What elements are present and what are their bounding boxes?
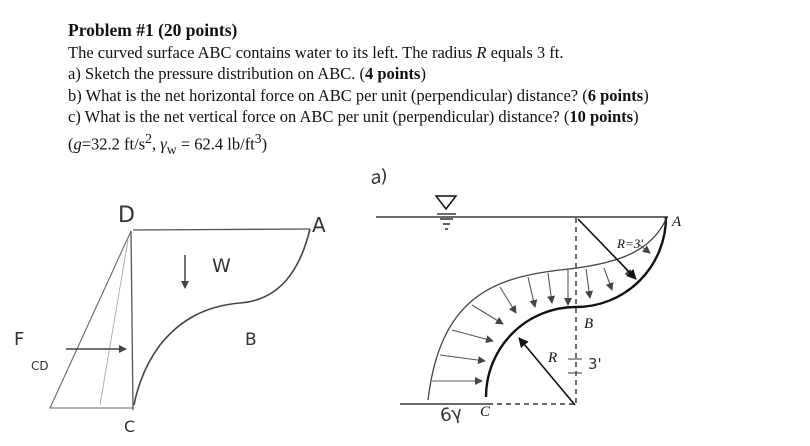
gamma-value: = 62.4 lb/ft xyxy=(176,134,255,153)
hand-part-label: a) xyxy=(368,165,391,190)
hand-pressure-triangle xyxy=(50,231,133,408)
hand-vertical-line xyxy=(131,231,133,410)
description-post: equals 3 ft. xyxy=(486,42,564,62)
hand-label-b: B xyxy=(245,330,257,350)
hand-label-d: D xyxy=(118,203,135,228)
g-value: =32.2 ft/s xyxy=(81,134,146,153)
part-b: b) What is the net horizontal force on ABC per unit (perpendicular) distance? (6 points) xyxy=(68,85,649,105)
radius-arrow-lower xyxy=(519,338,575,405)
figure-gamma-label: 6γ xyxy=(438,402,464,427)
printed-figure xyxy=(376,196,682,427)
part-b-text: b) What is the net horizontal force on ABC per unit (perpendicular) distance? ( xyxy=(68,85,588,105)
hand-weight-label: W xyxy=(212,255,231,277)
figure-label-b: B xyxy=(584,316,594,332)
hand-surface-line xyxy=(133,229,310,230)
handwritten-sketch xyxy=(14,165,390,436)
part-a-text: a) Sketch the pressure distribution on ABC. ( xyxy=(68,64,365,83)
part-a: a) Sketch the pressure distribution on ABC. (4 points) xyxy=(68,64,426,83)
hand-label-c: C xyxy=(124,417,136,436)
figure-radius-bottom: R xyxy=(548,350,558,366)
part-b-points: 6 points xyxy=(587,85,644,105)
hand-force-label-f: F xyxy=(14,329,25,350)
part-a-points: 4 points xyxy=(364,64,421,83)
part-c-points: 10 points xyxy=(569,107,634,126)
gamma-subscript: w xyxy=(166,141,177,157)
part-c-text: c) What is the net vertical force on ABC per unit (perpendicular) distance? ( xyxy=(68,107,570,126)
figure-label-c: C xyxy=(480,404,491,420)
description-pre: The curved surface ABC contains water to its left. The radius xyxy=(68,42,477,62)
hand-faint-line xyxy=(100,240,128,405)
g-symbol: g xyxy=(73,134,82,153)
figure-label-a: A xyxy=(672,214,682,230)
radius-variable: R xyxy=(476,42,487,62)
figure-radius-top: R=3' xyxy=(617,236,643,251)
hand-force-label-cd: CD xyxy=(31,359,49,373)
hand-label-a: A xyxy=(312,213,326,237)
water-level-symbol xyxy=(436,196,456,209)
constants-line: (g=32.2 $ft/s^2$, $\gamma_w = 62.4$ $lb/ft^3$) xyxy=(68,130,268,157)
part-c: c) What is the net vertical force on ABC per unit (perpendicular) distance? (10 points) xyxy=(68,107,639,126)
pressure-arrows xyxy=(432,243,650,381)
figure-dimension-value: 3' xyxy=(588,355,602,373)
problem-title: Problem #1 (20 points) xyxy=(68,20,238,40)
